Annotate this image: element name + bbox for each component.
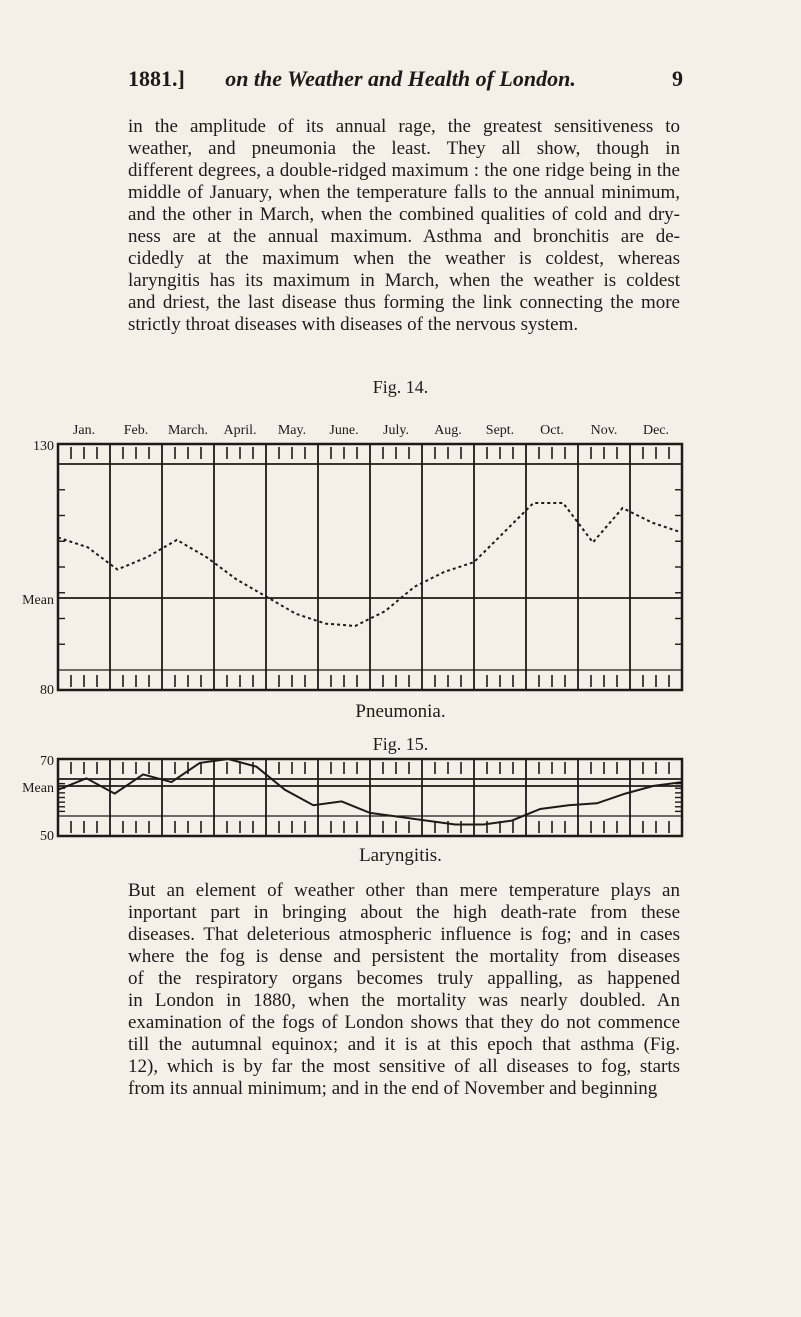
month-label: July. xyxy=(383,423,409,438)
month-label: Dec. xyxy=(642,423,670,438)
month-label: Sept. xyxy=(485,423,515,438)
month-label: March. xyxy=(167,423,209,438)
fig14-chart xyxy=(0,400,801,700)
month-label: June. xyxy=(329,423,359,438)
fig14-title: Fig. 14. xyxy=(372,377,429,397)
y-tick-label: 70 xyxy=(40,756,54,769)
month-label: Feb. xyxy=(123,423,149,438)
y-tick-label: Mean xyxy=(22,781,54,796)
text-line: 12), which is by far the most sensitive of all diseases to fog, starts xyxy=(128,1056,680,1077)
text-line: in the amplitude of its annual rage, the greatest sensitiveness to xyxy=(128,116,680,137)
paragraph-2 xyxy=(128,880,680,1100)
text-line: strictly throat diseases with diseases of the nervous system. xyxy=(128,314,579,335)
month-label: May. xyxy=(277,423,307,438)
y-tick-label: 50 xyxy=(40,829,54,844)
y-tick-label: 130 xyxy=(33,439,54,454)
text-line: diseases. That deleterious atmospheric influence is fog; and in cases xyxy=(128,924,680,945)
text-line: in London in 1880, when the mortality was nearly doubled. An xyxy=(128,990,680,1011)
text-line: laryngitis has its maximum in March, when the weather is coldest xyxy=(128,270,680,291)
text-line: from its annual minimum; and in the end of November and beginning xyxy=(128,1078,658,1099)
text-line: middle of January, when the temperature falls to the annual minimum, xyxy=(128,182,680,203)
text-line: examination of the fogs of London shows that they do not commence xyxy=(128,1012,680,1033)
month-label: Jan. xyxy=(72,423,96,438)
text-line: inportant part in bringing about the high death-rate from these xyxy=(128,902,680,923)
text-line: different degrees, a double-ridged maximum : the one ridge being in the xyxy=(128,160,680,181)
month-label: Nov. xyxy=(590,423,618,438)
text-line: where the fog is dense and persistent the mortality from diseases xyxy=(128,946,680,967)
month-label: April. xyxy=(223,423,257,438)
month-label: Aug. xyxy=(434,423,462,438)
fig15-chart xyxy=(0,756,801,856)
month-label: Oct. xyxy=(540,423,564,438)
header-year: 1881.] xyxy=(128,66,185,91)
text-line: cidedly at the maximum when the weather is coldest, whereas xyxy=(128,248,680,269)
text-line: weather, and pneumonia the least. They all show, though in xyxy=(128,138,680,159)
text-line: till the autumnal equinox; and it is at this epoch that asthma (Fig. xyxy=(128,1034,680,1055)
running-header xyxy=(0,66,801,100)
page-number: 9 xyxy=(672,66,683,91)
text-line: of the respiratory organs becomes truly appalling, as happened xyxy=(128,968,680,989)
fig14-caption: Pneumonia. xyxy=(355,701,446,722)
fig15-title: Fig. 15. xyxy=(372,734,429,754)
y-tick-label: Mean xyxy=(22,593,54,608)
fig15-caption: Laryngitis. xyxy=(359,845,442,866)
text-line: and the other in March, when the combined qualities of cold and dry- xyxy=(128,204,680,225)
paragraph-1 xyxy=(128,116,680,336)
text-line: But an element of weather other than mere temperature plays an xyxy=(128,880,680,901)
text-line: and driest, the last disease thus forming the link connecting the more xyxy=(128,292,680,313)
y-tick-label: 80 xyxy=(40,683,54,698)
text-line: ness are at the annual maximum. Asthma and bronchitis are de- xyxy=(128,226,680,247)
header-title: on the Weather and Health of London. xyxy=(225,66,576,91)
